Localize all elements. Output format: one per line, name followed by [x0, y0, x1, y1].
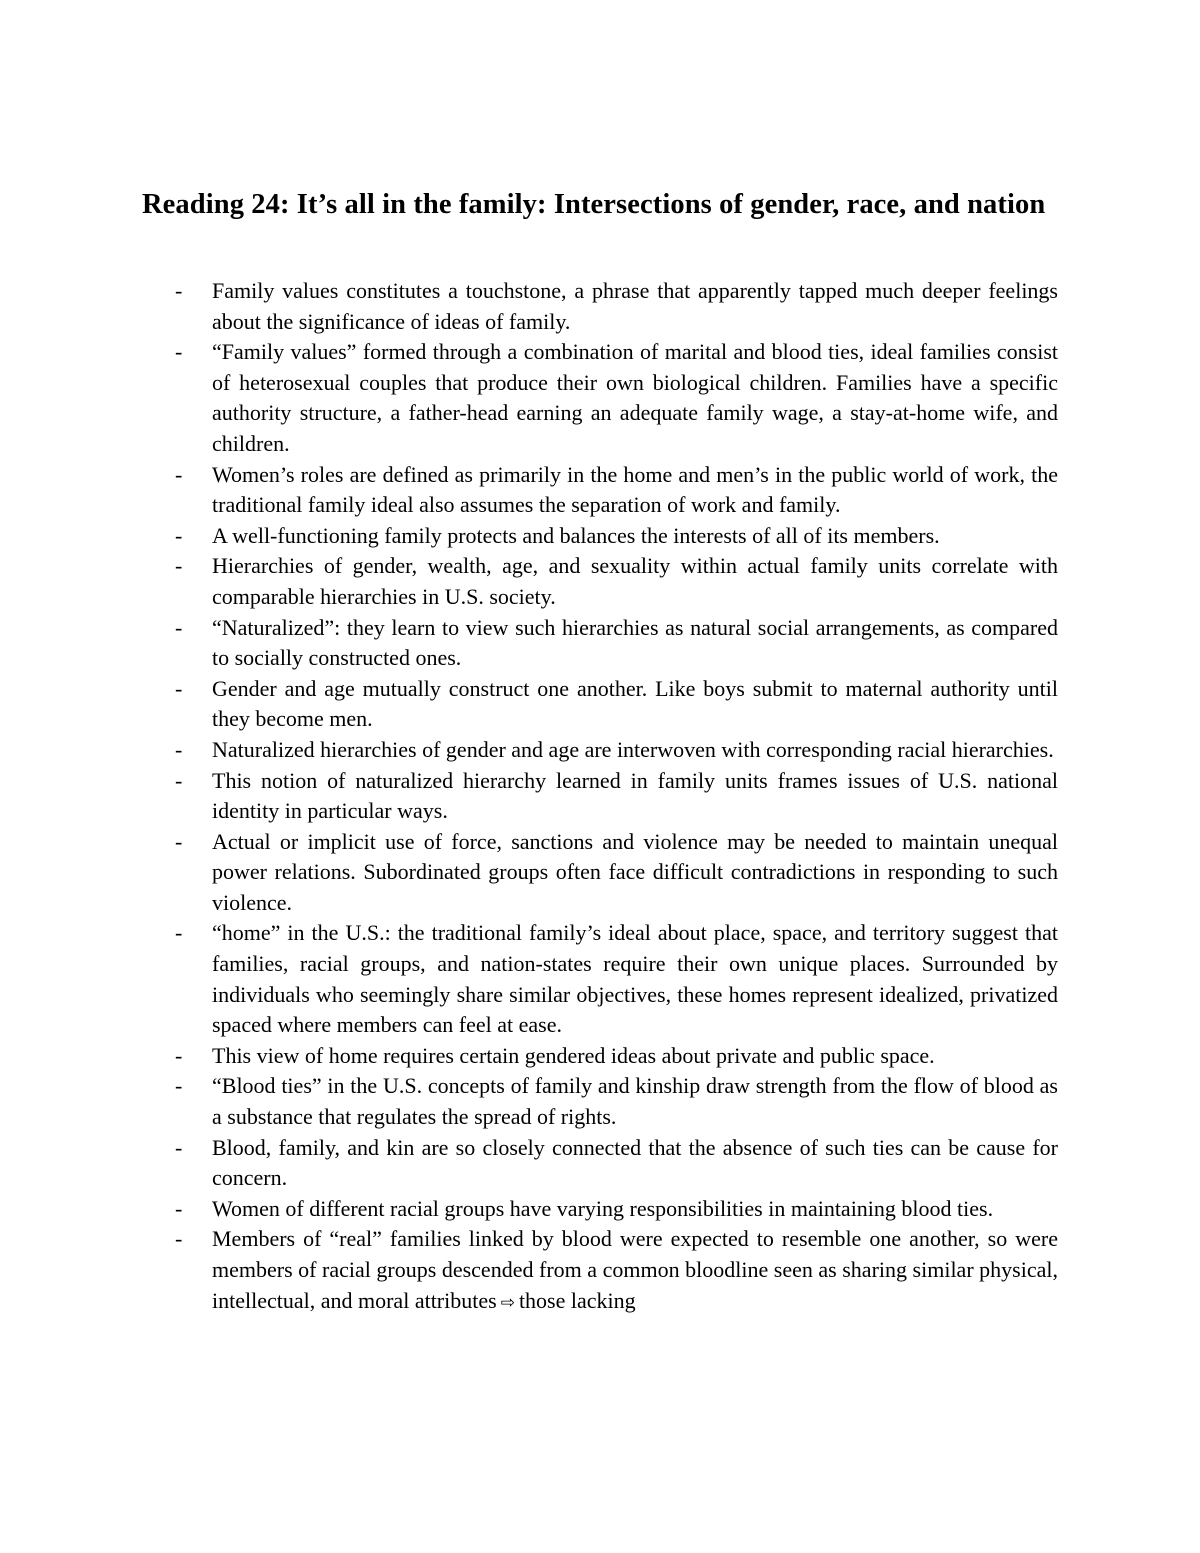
list-item [142, 827, 1058, 919]
bullet-text: Members of “real” families linked by blood were expected to resemble one another, so were members of racial groups descended from a common bloodline seen as sharing similar physical, intellectual, and moral attributes [212, 1226, 1058, 1313]
list-item [142, 1071, 1058, 1132]
list-item [142, 521, 1058, 552]
bullet-text: This notion of naturalized hierarchy learned in family units frames issues of U.S. national identity in particular ways. [212, 767, 1058, 824]
bullet-dash: - [175, 920, 183, 946]
bullet-text: “Naturalized”: they learn to view such hierarchies as natural social arrangements, as compared to socially constructed ones. [212, 614, 1058, 671]
bullet-dash: - [175, 767, 183, 793]
list-item [142, 613, 1058, 674]
bullet-dash: - [175, 675, 183, 701]
bullet-text: Naturalized hierarchies of gender and age are interwoven with corresponding racial hierarchies. [212, 736, 1054, 762]
bullet-text: Hierarchies of gender, wealth, age, and sexuality within actual family units correlate with comparable hierarchies in U.S. society. [212, 553, 1058, 609]
bullet-dash: - [175, 522, 183, 548]
bullet-text: A well-functioning family protects and balances the interests of all of its members. [212, 522, 940, 548]
list-item [142, 735, 1058, 766]
list-item [142, 276, 1058, 337]
page-title: Reading 24: It’s all in the family: Intersections of gender, race, and nation [142, 189, 1046, 220]
list-item [142, 918, 1058, 1040]
bullet-dash: - [175, 1226, 183, 1252]
bullet-dash: - [175, 461, 183, 487]
bullet-dash: - [175, 736, 183, 762]
list-item [142, 1194, 1058, 1225]
bullet-dash: - [175, 1195, 183, 1221]
bullet-text: Family values constitutes a touchstone, a phrase that apparently tapped much deeper feelings about the significance of ideas of family. [212, 278, 1058, 334]
bullet-dash: - [175, 614, 183, 640]
bullet-list [142, 276, 1058, 1318]
list-item [142, 1041, 1058, 1072]
list-item [142, 1224, 1058, 1318]
bullet-dash: - [175, 278, 183, 303]
bullet-text: Gender and age mutually construct one another. Like boys submit to maternal authority until they become men. [212, 675, 1058, 732]
bullet-dash: - [175, 553, 183, 579]
bullet-text: This view of home requires certain gendered ideas about private and public space. [212, 1042, 935, 1068]
bullet-dash: - [175, 339, 183, 365]
list-item [142, 551, 1058, 612]
bullet-text: Women of different racial groups have varying responsibilities in maintaining blood ties. [212, 1195, 994, 1221]
bullet-text: Blood, family, and kin are so closely connected that the absence of such ties can be cause for concern. [212, 1134, 1058, 1191]
list-item [142, 1133, 1058, 1194]
bullet-text: “home” in the U.S.: the traditional family’s ideal about place, space, and territory suggest that families, racial groups, and nation-states require their own unique places. Surrounded by individuals who seemingly share similar objectives, these homes represent idealized, privatized spaced where members can feel at ease. [212, 920, 1058, 1038]
list-item [142, 460, 1058, 521]
bullet-text: those lacking [518, 1287, 636, 1313]
list-item [142, 674, 1058, 735]
list-item [142, 337, 1058, 459]
bullet-text: Women’s roles are defined as primarily in the home and men’s in the public world of work, the traditional family ideal also assumes the separation of work and family. [212, 461, 1058, 518]
bullet-dash: - [175, 1073, 183, 1099]
bullet-text: “Family values” formed through a combination of marital and blood ties, ideal families consist of heterosexual couples that produce their own biological children. Families have a specific authority structure, a father-head earning an adequate family wage, a stay-at-home wife, and children. [212, 339, 1058, 456]
bullet-text: “Blood ties” in the U.S. concepts of family and kinship draw strength from the flow of blood as a substance that regulates the spread of rights. [212, 1073, 1058, 1130]
bullet-dash: - [175, 828, 183, 854]
bullet-text: Actual or implicit use of force, sanctions and violence may be needed to maintain unequal power relations. Subordinated groups often face difficult contradictions in responding to such violence. [212, 828, 1058, 915]
bullet-dash: - [175, 1134, 183, 1160]
right-arrow-icon: ⇨ [500, 1292, 515, 1313]
bullet-dash: - [175, 1042, 183, 1068]
list-item [142, 766, 1058, 827]
